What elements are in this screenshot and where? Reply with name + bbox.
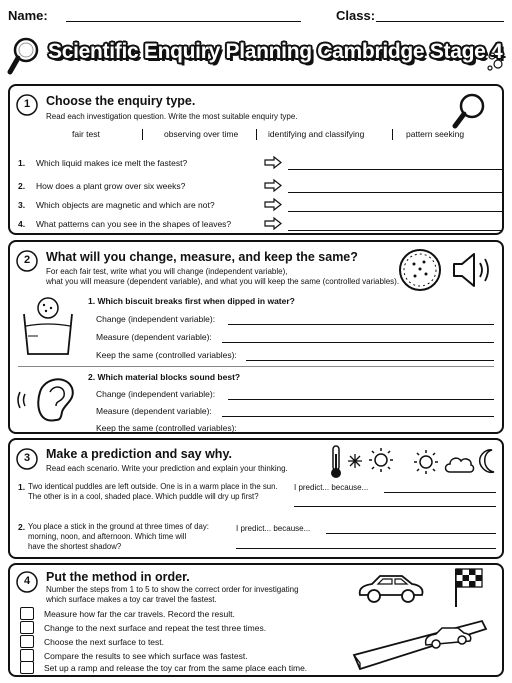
variable-row	[96, 423, 496, 435]
answer-line[interactable]	[326, 533, 496, 534]
answer-line[interactable]	[222, 342, 494, 343]
answer-line[interactable]	[294, 506, 496, 507]
question-number: 1.	[18, 158, 26, 168]
variable-row	[96, 389, 496, 401]
name-field[interactable]	[66, 21, 301, 22]
method-step	[20, 663, 350, 677]
step-text: Measure how far the car travels. Record the result.	[44, 609, 235, 619]
scenario-number: 1.	[18, 482, 26, 492]
question-text: Which objects are magnetic and which are not?	[36, 200, 215, 210]
question-text: How does a plant grow over six weeks?	[36, 181, 186, 191]
section-title: Put the method in order.	[46, 570, 190, 584]
answer-line[interactable]	[288, 192, 502, 193]
question-row	[18, 158, 498, 172]
section-title: Choose the enquiry type.	[46, 94, 196, 108]
variable-row	[96, 350, 496, 362]
class-label: Class:	[336, 8, 376, 23]
magnifier-icon	[8, 36, 42, 76]
scenario-text: have the shortest shadow?	[28, 542, 122, 551]
bubbles-icon	[486, 42, 504, 72]
section-instruction: Read each scenario. Write your prediction and explain your thinking.	[46, 464, 288, 473]
prediction-prompt: I predict... because...	[236, 524, 311, 533]
ear-icon	[18, 370, 78, 430]
change-label: Change (independent variable):	[96, 389, 216, 399]
arrow-right-icon	[264, 198, 282, 211]
thermometer-icon	[328, 444, 344, 480]
question-row	[18, 181, 498, 195]
section-1-enquiry-type	[8, 84, 504, 235]
divider	[18, 366, 494, 367]
step-number-box[interactable]	[20, 635, 34, 648]
moon-icon	[478, 448, 500, 474]
section-instruction: Number the steps from 1 to 5 to show the correct order for investigating	[46, 585, 299, 594]
enquiry-type-options	[46, 128, 466, 142]
option-observing-over-time: observing over time	[164, 129, 239, 139]
option-fair-test: fair test	[72, 129, 100, 139]
method-step	[20, 623, 350, 637]
question-number: 4.	[18, 219, 26, 229]
step-text: Set up a ramp and release the toy car from the same place each time.	[44, 663, 308, 673]
section-number: 4	[24, 575, 31, 587]
section-instruction: what you will measure (dependent variable), and what you will keep the same (controlled variables).	[46, 277, 400, 286]
same-label: Keep the same (controlled variables):	[96, 350, 237, 360]
same-label: Keep the same (controlled variables):	[96, 423, 237, 433]
divider	[142, 129, 143, 140]
page-title: Scientific Enquiry Planning Cambridge Stage 4	[48, 40, 503, 63]
step-number-box[interactable]	[20, 661, 34, 674]
fair-test-question: 2. Which material blocks sound best?	[88, 372, 241, 382]
magnifier-icon	[450, 90, 490, 130]
variable-row	[96, 314, 496, 326]
scenario-text: morning, noon, and afternoon. Which time will	[28, 532, 187, 541]
question-text: What patterns can you see in the shapes of leaves?	[36, 219, 232, 229]
answer-line[interactable]	[288, 230, 502, 231]
section-4-method-order	[8, 563, 504, 677]
step-number-box[interactable]	[20, 607, 34, 620]
class-field[interactable]	[376, 21, 504, 22]
arrow-right-icon	[264, 217, 282, 230]
step-text: Choose the next surface to test.	[44, 637, 165, 647]
speaker-icon	[450, 250, 496, 290]
section-instruction: Read each investigation question. Write the most suitable enquiry type.	[46, 112, 298, 121]
section-instruction: For each fair test, write what you will change (independent variable),	[46, 267, 288, 276]
answer-line[interactable]	[288, 211, 502, 212]
measure-label: Measure (dependent variable):	[96, 332, 212, 342]
answer-line[interactable]	[246, 360, 494, 361]
section-instruction: which surface makes a toy car travel the fastest.	[46, 595, 217, 604]
biscuit-icon	[398, 248, 442, 292]
beaker-biscuit-icon	[18, 296, 78, 358]
option-pattern-seeking: pattern seeking	[406, 129, 465, 139]
answer-line[interactable]	[246, 433, 494, 434]
step-text: Compare the results to see which surface was fastest.	[44, 651, 248, 661]
scenario-2	[18, 522, 238, 551]
option-identifying-classifying: identifying and classifying	[268, 129, 365, 139]
answer-line[interactable]	[288, 169, 502, 170]
fair-test-question: 1. Which biscuit breaks first when dipped in water?	[88, 296, 295, 306]
section-number: 2	[24, 254, 31, 266]
checkered-flag-icon	[452, 565, 486, 607]
question-number: 3.	[18, 200, 26, 210]
arrow-right-icon	[264, 156, 282, 169]
step-text: Change to the next surface and repeat the test three times.	[44, 623, 267, 633]
method-step	[20, 637, 350, 651]
change-label: Change (independent variable):	[96, 314, 216, 324]
scenario-text: The other is in a cool, shaded place. Which puddle will dry up first?	[28, 492, 259, 501]
section-number: 3	[24, 452, 31, 464]
worksheet-header	[8, 6, 504, 26]
cloud-icon	[444, 454, 474, 474]
question-number: 2.	[18, 181, 26, 191]
variable-row	[96, 406, 496, 418]
snowflake-icon	[348, 454, 362, 468]
question-row	[18, 200, 498, 214]
arrow-right-icon	[264, 179, 282, 192]
scenario-text: You place a stick in the ground at three times of day:	[28, 522, 209, 531]
section-title: What will you change, measure, and keep the same?	[46, 250, 358, 264]
section-3-prediction	[8, 438, 504, 559]
worksheet-title-banner	[8, 34, 504, 80]
prediction-prompt: I predict... because...	[294, 483, 369, 492]
sun-icon	[367, 446, 395, 474]
divider	[392, 129, 393, 140]
answer-line[interactable]	[228, 399, 494, 400]
question-row	[18, 219, 498, 233]
measure-label: Measure (dependent variable):	[96, 406, 212, 416]
toy-car-icon	[356, 571, 426, 605]
scenario-1	[18, 482, 288, 501]
section-2-variables	[8, 240, 504, 434]
scenario-text: Two identical puddles are left outside. One is in a warm place in the sun.	[28, 482, 278, 491]
name-label: Name:	[8, 8, 48, 23]
answer-line[interactable]	[384, 492, 496, 493]
section-number: 1	[24, 98, 31, 110]
step-number-box[interactable]	[20, 621, 34, 634]
question-text: Which liquid makes ice melt the fastest?	[36, 158, 188, 168]
answer-line[interactable]	[228, 324, 494, 325]
sun-icon	[412, 448, 440, 476]
method-step	[20, 609, 350, 623]
divider	[256, 129, 257, 140]
ramp-with-car-icon	[350, 615, 490, 675]
answer-line[interactable]	[222, 416, 494, 417]
section-title: Make a prediction and say why.	[46, 447, 232, 461]
answer-line[interactable]	[236, 548, 496, 549]
variable-row	[96, 332, 496, 344]
scenario-number: 2.	[18, 522, 26, 532]
